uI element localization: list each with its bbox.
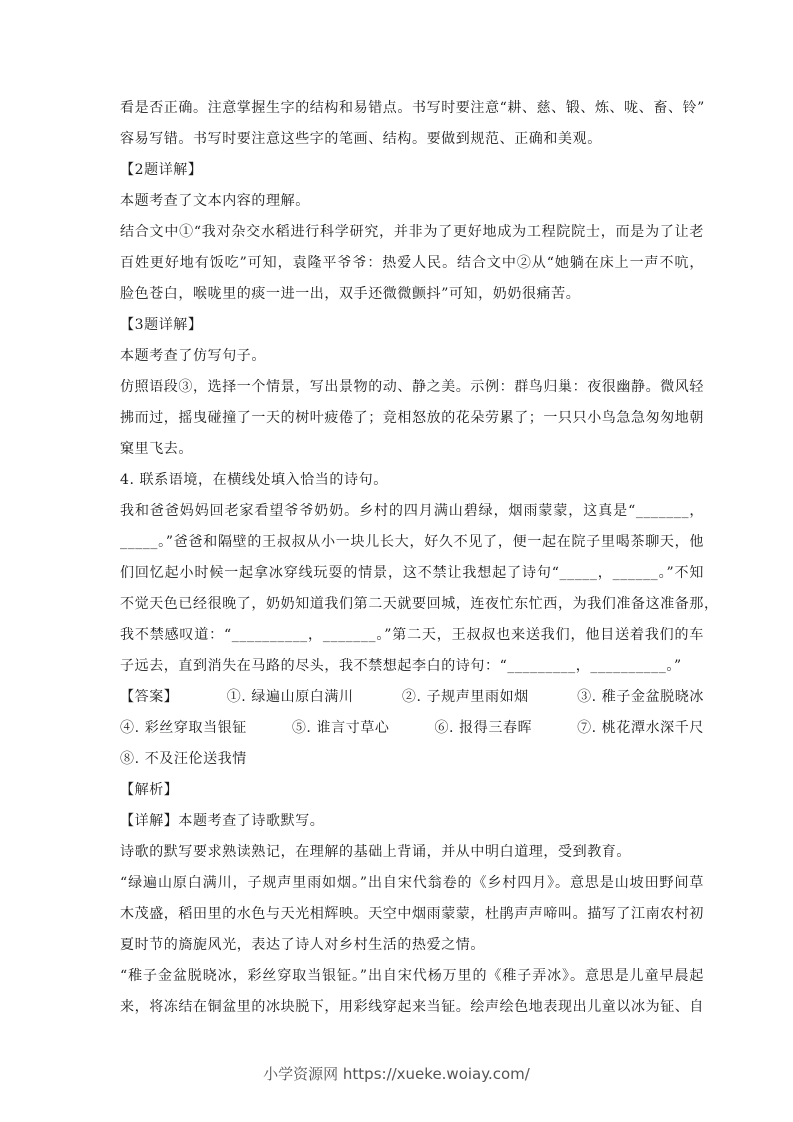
text-line: 【详解】本题考查了诗歌默写。 <box>120 813 325 829</box>
answer-row <box>120 713 704 744</box>
text-line: 百姓更好地有饭吃”可知，袁隆平爷爷：热爱人民。结合文中②从“她躺在床上一声不吭， <box>120 255 704 271</box>
answer-item: ⑧. 不及汪伦送我情 <box>120 751 247 767</box>
text-line: 我和爸爸妈妈回老家看望爷爷奶奶。乡村的四月满山碧绿，烟雨蒙蒙，这真是“_______， <box>120 503 704 519</box>
text-line: 容易写错。书写时要注意这些字的笔画、结构。要做到规范、正确和美观。 <box>120 131 602 147</box>
text-line: 不觉天色已经很晚了，奶奶知道我们第二天就要回城，连夜忙东忙西，为我们准备这准备那， <box>120 596 719 612</box>
text-line: “绿遍山原白满川，子规声里雨如烟。”出自宋代翁卷的《乡村四月》。意思是山坡田野间草 <box>120 875 704 891</box>
answer-item: ⑦. 桃花潭水深千尺 <box>577 720 704 736</box>
text-line: 我不禁感叹道：“__________，_______。”第二天，王叔叔也来送我们，他目送着我们的车 <box>120 627 704 643</box>
question-title: 4. 联系语境，在横线处填入恰当的诗句。 <box>120 472 388 488</box>
text-line: 本题考查了文本内容的理解。 <box>120 193 310 209</box>
text-line: 结合文中①“我对杂交水稻进行科学研究，并非为了更好地成为工程院院士，而是为了让老 <box>120 224 704 240</box>
footer-watermark: 小学资源网 https://xueke.woiay.com/ <box>263 1065 530 1083</box>
answer-item: ③. 稚子金盆脱晓冰 <box>577 689 704 705</box>
answer-label: 【答案】 <box>120 689 179 705</box>
answer-item: ⑤. 谁言寸草心 <box>291 720 390 736</box>
text-line: 来，将冻结在铜盆里的冰块脱下，用彩线穿起来当钲。绘声绘色地表现出儿童以冰为钲、自 <box>120 999 704 1015</box>
text-line: 看是否正确。注意掌握生字的结构和易错点。书写时要注意“耕、慈、锻、炼、咙、畜、铃” <box>120 100 705 116</box>
text-line: 本题考查了仿写句子。 <box>120 348 266 364</box>
text-line: 脸色苍白，喉咙里的痰一进一出，双手还微微颤抖”可知，奶奶很痛苦。 <box>120 286 581 302</box>
answer-item: ④. 彩丝穿取当银钲 <box>120 720 247 736</box>
text-line: “稚子金盆脱晓冰，彩丝穿取当银钲。”出自宋代杨万里的《稚子弄冰》。意思是儿童早晨起 <box>120 968 704 984</box>
answer-item: ⑥. 报得三春晖 <box>434 720 533 736</box>
text-line: 拂而过，摇曳碰撞了一天的树叶疲倦了；竞相怒放的花朵劳累了；一只只小鸟急急匆匆地朝 <box>120 410 704 426</box>
text-line: 夏时节的旖旎风光，表达了诗人对乡村生活的热爱之情。 <box>120 937 485 953</box>
answer-row <box>120 682 704 713</box>
document-page <box>120 93 719 1023</box>
section-heading: 【3题详解】 <box>120 317 203 333</box>
text-line: _____。”爸爸和隔壁的王叔叔从小一块儿长大，好久不见了，便一起在院子里喝茶聊天，他 <box>120 534 704 550</box>
section-heading: 【解析】 <box>120 782 179 798</box>
text-line: 木茂盛，稻田里的水色与天光相辉映。天空中烟雨蒙蒙，杜鹃声声啼叫。描写了江南农村初 <box>120 906 704 922</box>
text-line: 们回忆起小时候一起拿冰穿线玩耍的情景，这不禁让我想起了诗句“_____，______。”不知 <box>120 565 704 581</box>
answer-row <box>120 744 704 775</box>
text-line: 子远去，直到消失在马路的尽头，我不禁想起李白的诗句：“_________，__________。” <box>120 658 682 674</box>
text-line: 诗歌的默写要求熟读熟记，在理解的基础上背诵，并从中明白道理，受到教育。 <box>120 844 631 860</box>
section-heading: 【2题详解】 <box>120 162 203 178</box>
text-line: 窠里飞去。 <box>120 441 193 457</box>
answer-item: ①. 绿遍山原白满川 <box>226 689 354 705</box>
answer-item: ②. 子规声里雨如烟 <box>401 689 529 705</box>
text-line: 仿照语段③，选择一个情景，写出景物的动、静之美。示例：群鸟归巢：夜很幽静。微风轻 <box>120 379 704 395</box>
